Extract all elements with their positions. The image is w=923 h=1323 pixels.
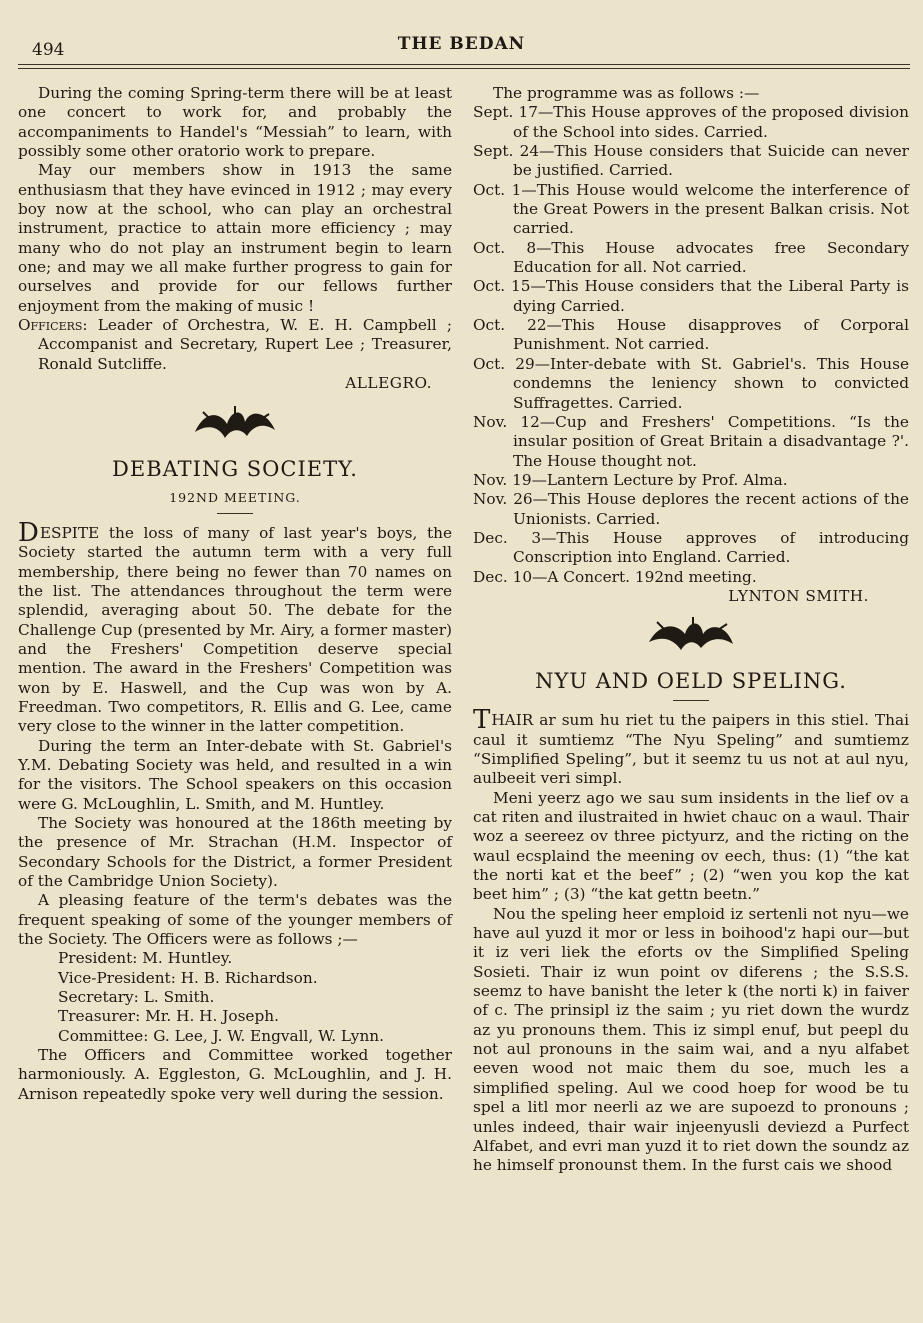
debating-title: DEBATING SOCIETY. (112, 456, 358, 481)
right-column (473, 84, 909, 1176)
speling-title: NYU AND OELD SPELING. (535, 669, 847, 694)
header-rule (18, 64, 910, 65)
officers-text: : Leader of Orchestra, W. E. H. Campbell ; Accompanist and Secretary, Rupert Lee ; Treasurer, Ronald Sutcliffe. (38, 316, 452, 373)
short-rule (673, 700, 709, 701)
debating-paragraph-2: During the term an Inter-debate with St. Gabriel's Y.M. Debating Society was held, and resulted in a win for the visitors. The School speakers on this occasion were G. McLoughlin, L. Smith, and M. Huntley. (18, 736, 452, 813)
short-rule (217, 513, 253, 514)
running-title: THE BEDAN (397, 34, 526, 54)
programme-entry: Sept. 24—This House considers that Suicide can never be justified. Carried. (473, 142, 909, 180)
speling-paragraph-3: Nou the speling heer emploid iz sertenli not nyu—we have aul yuzd it mor or less in boihood'z hapi our—but it iz veri liek the eforts ov the Simplified Speling Sosieti. Thair iz wun point ov diferens ; the S.S.S. seemz to have banisht the leter k (the norti k) in faiver of c. The prinsipl iz the saim ; yu riet down the wurdz az yu pronouns them. This iz simpl enuf, but peepl du not aul pronouns in the saim wai, and a nyu alfabet eeven wood not maic them du soe, much les a simplified speling. Aul we cood hoep for wood be tu spel a litl mor neerli az we are supoezd to pronouns ; unles indeed, thair wair injeenyusli deviezd a Purfect Alfabet, and evri man yuzd it to riet down the soundz az he himself pronounst them. In the furst cais we shood (473, 904, 909, 1175)
programme-entry: Oct. 15—This House considers that the Liberal Party is dying Carried. (473, 277, 909, 315)
programme-entry: Dec. 3—This House approves of introducing Conscription into England. Carried. (473, 528, 909, 567)
drop-cap: T (473, 705, 491, 736)
programme-entry: Sept. 17—This House approves of the proposed division of the School into sides. Carried. (473, 103, 909, 141)
debating-subtitle: 192ND MEETING. (169, 489, 301, 505)
programme-entry: Oct. 22—This House disapproves of Corporal Punishment. Not carried. (473, 316, 909, 354)
officers-list (18, 949, 452, 1046)
ornament-icon (185, 402, 285, 444)
first-word: HAIR (491, 711, 534, 730)
first-word: ESPITE (39, 523, 100, 542)
officer-line: Committee: G. Lee, J. W. Engvall, W. Lynn. (58, 1026, 385, 1045)
programme-entry: Dec. 10—A Concert. 192nd meeting. (473, 567, 757, 586)
music-paragraph-1: During the coming Spring-term there will be at least one concert to work for, and probably the accompaniments to Handel's “Messiah” to learn, with possibly some other oratorio work to prepare. (18, 84, 452, 161)
debating-paragraph-1 (18, 517, 452, 737)
officers-paragraph (18, 316, 452, 374)
debating-paragraph-3: The Society was honoured at the 186th meeting by the presence of Mr. Strachan (H.M. Inspector of Secondary Schools for the District, a former President of the Cambridge Union Society). (18, 814, 452, 891)
officer-line: Treasurer: Mr. H. H. Joseph. (58, 1007, 279, 1026)
left-column (18, 84, 452, 1104)
paragraph-text: the loss of many of last year's boys, the Society started the autumn term with a very full membership, there being no fewer than 70 names on the list. The attendances throughout the term were splendid, averaging about 50. The debate for the Challenge Cup (presented by Mr. Airy, a former master) and the Freshers' Competition deserve special mention. The award in the Freshers' Competition was won by E. Haswell, and the Cup was won by A. Freedman. Two competitors, R. Ellis and G. Lee, came very close to the winner in the latter competition. (18, 523, 452, 736)
debating-paragraph-5: The Officers and Committee worked together harmoniously. A. Eggleston, G. McLoughlin, and J. H. Arnison repeatedly spoke very well during the session. (18, 1046, 452, 1103)
debating-signature: LYNTON SMITH. (728, 586, 869, 605)
music-signature: ALLEGRO. (345, 374, 432, 393)
speling-paragraph-2: Meni yeerz ago we sau sum insidents in the lief ov a cat riten and ilustraited in hwiet chauc on a waul. Thair woz a seereez ov three pictyurz, and the ricting on the waul ecsplaind the meening ov eech, thus: (1) “the kat the norti kat et the beef” ; (2) “wen you kop the kat beet him” ; (3) “the kat gettn beetn.” (473, 788, 909, 904)
officer-line: President: M. Huntley. (58, 949, 233, 968)
programme-intro: The programme was as follows :— (493, 84, 760, 102)
speling-paragraph-1 (473, 705, 909, 788)
drop-cap: D (18, 517, 39, 548)
debating-paragraph-4: A pleasing feature of the term's debates was the frequent speaking of some of the younger members of the Society. The Officers were as follows ;— (18, 891, 452, 949)
header-rule-thin (18, 68, 910, 69)
officer-line: Vice-President: H. B. Richardson. (58, 968, 318, 987)
officer-line: Secretary: L. Smith. (58, 988, 215, 1007)
programme-entry: Oct. 8—This House advocates free Secondary Education for all. Not carried. (473, 238, 909, 277)
programme-entry: Oct. 29—Inter-debate with St. Gabriel's. This House condemns the leniency shown to convicted Suffragettes. Carried. (473, 354, 909, 412)
officers-label: Officers (18, 316, 83, 335)
programme-entry: Nov. 12—Cup and Freshers' Competitions. “Is the insular position of Great Britain a disadvantage ?'. The House thought not. (473, 412, 909, 470)
paragraph-text: ar sum hu riet tu the paipers in this stiel. Thai caul it sumtiemz “The Nyu Speling” and sumtiemz “Simplified Speling”, but it seemz tu us not at aul nyu, aulbeeit veri simpl. (473, 711, 909, 788)
music-paragraph-2: May our members show in 1913 the same enthusiasm that they have evinced in 1912 ; may every boy now at the school, who can play an orchestral instrument, practice to attain more efficiency ; may many who do not play an instrument begin to learn one; and may we all make further progress to gain for ourselves and provide for our fellows further enjoyment from the making of music ! (18, 161, 452, 315)
programme-entry: Oct. 1—This House would welcome the interference of the Great Powers in the present Balkan crisis. Not carried. (473, 180, 909, 238)
programme-entry: Nov. 19—Lantern Lecture by Prof. Alma. (473, 470, 788, 489)
ornament-icon (641, 614, 741, 656)
page-header (0, 0, 923, 70)
programme-entry: Nov. 26—This House deplores the recent actions of the Unionists. Carried. (473, 490, 909, 528)
programme-list (473, 103, 909, 587)
page-number: 494 (32, 40, 65, 60)
